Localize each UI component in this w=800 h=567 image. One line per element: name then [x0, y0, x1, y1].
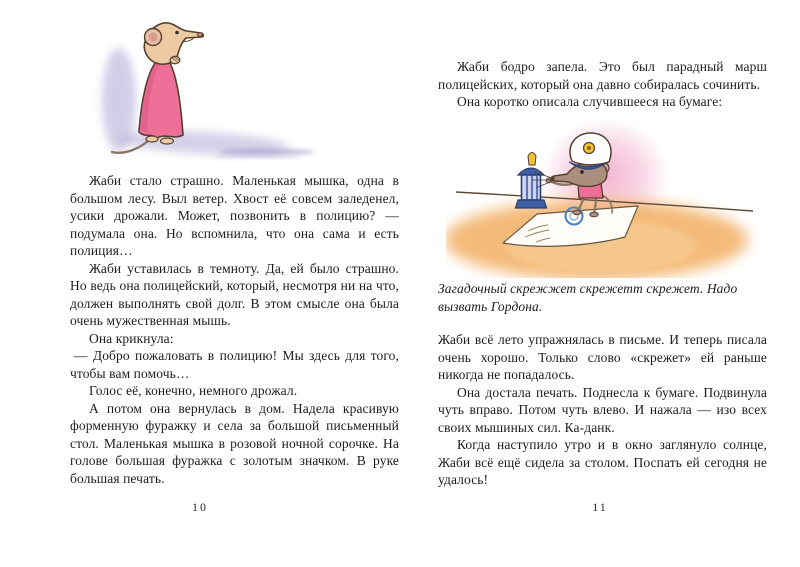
paragraph: Жаби уставилась в темноту. Да, ей было страшно. Но ведь она полицейский, который, несмотря ни на что, должен выполнять свой долг. В этом смысле она была очень мужественная мышь. [70, 260, 399, 328]
lantern-base [516, 200, 547, 208]
writing-mouse-drawing [446, 118, 768, 278]
writing-mouse-illustration [446, 118, 768, 278]
mouse-foot [146, 136, 158, 142]
cap-badge-center [587, 146, 591, 150]
paragraph: Она достала печать. Поднесла к бумаге. Подвинула чуть вправо. Потом чуть влево. И нажала — изо всех своих мышиных сил. Ка-данк. [438, 384, 767, 435]
paragraph: Когда наступило утро и в окно заглянуло солнце, Жаби всё ещё сидела за столом. Поспать ей сегодня не удалось! [438, 437, 767, 487]
paragraph: Жаби бодро запела. Это был парадный марш полицейских, который она давно собиралась сочинить. [438, 59, 767, 92]
mouse-ear-inner [149, 33, 158, 42]
dialogue-paragraph: — Добро пожаловать в полицию! Мы здесь для того, чтобы вам помочь… [70, 348, 399, 381]
standing-mouse-drawing [86, 10, 318, 162]
mouse-paw [590, 212, 598, 217]
paragraph: Она коротко описала случившееся на бумаге: [457, 94, 723, 109]
right-page-text-bottom [438, 280, 767, 489]
mouse-nose [198, 33, 203, 37]
mouse-foot [161, 138, 174, 144]
mouse-eye [580, 170, 583, 173]
paragraph: Жаби стало страшно. Маленькая мышка, одна в большом лесу. Выл ветер. Хвост её совсем заледенел, усики дрожали. Может, позвонить в полицию? — подумала она. Но вспомнила, что она сама и есть полиция… [70, 173, 399, 258]
left-page-text [70, 172, 399, 487]
page-number-left: 10 [192, 500, 208, 514]
lantern-handle [528, 153, 536, 166]
page-number-right: 11 [592, 500, 608, 514]
mouse-eye [175, 31, 179, 35]
standing-mouse-illustration [86, 10, 318, 162]
paragraph: А потом она вернулась в дом. Надела красивую форменную фуражку и села за большой письменный стол. Маленькая мышка в розовой ночной сорочке. На голове большая фуражка с золотым значком. В руке большая печать. [70, 400, 399, 486]
mouse-paw [573, 210, 581, 214]
floor-shadow-streak [218, 149, 314, 156]
handwritten-note: Загадочный скрежжет скрежетт скрежет. Надо вызвать Гордона. [438, 281, 738, 314]
paragraph: Она крикнула: [89, 330, 174, 346]
paragraph: Голос её, конечно, немного дрожал. [89, 383, 298, 398]
right-page-text-top [438, 58, 767, 111]
paragraph: Жаби всё лето упражнялась в письме. И теперь писала очень хорошо. Только слово «скрежет» ей раньше никогда не попадалось. [438, 332, 767, 382]
